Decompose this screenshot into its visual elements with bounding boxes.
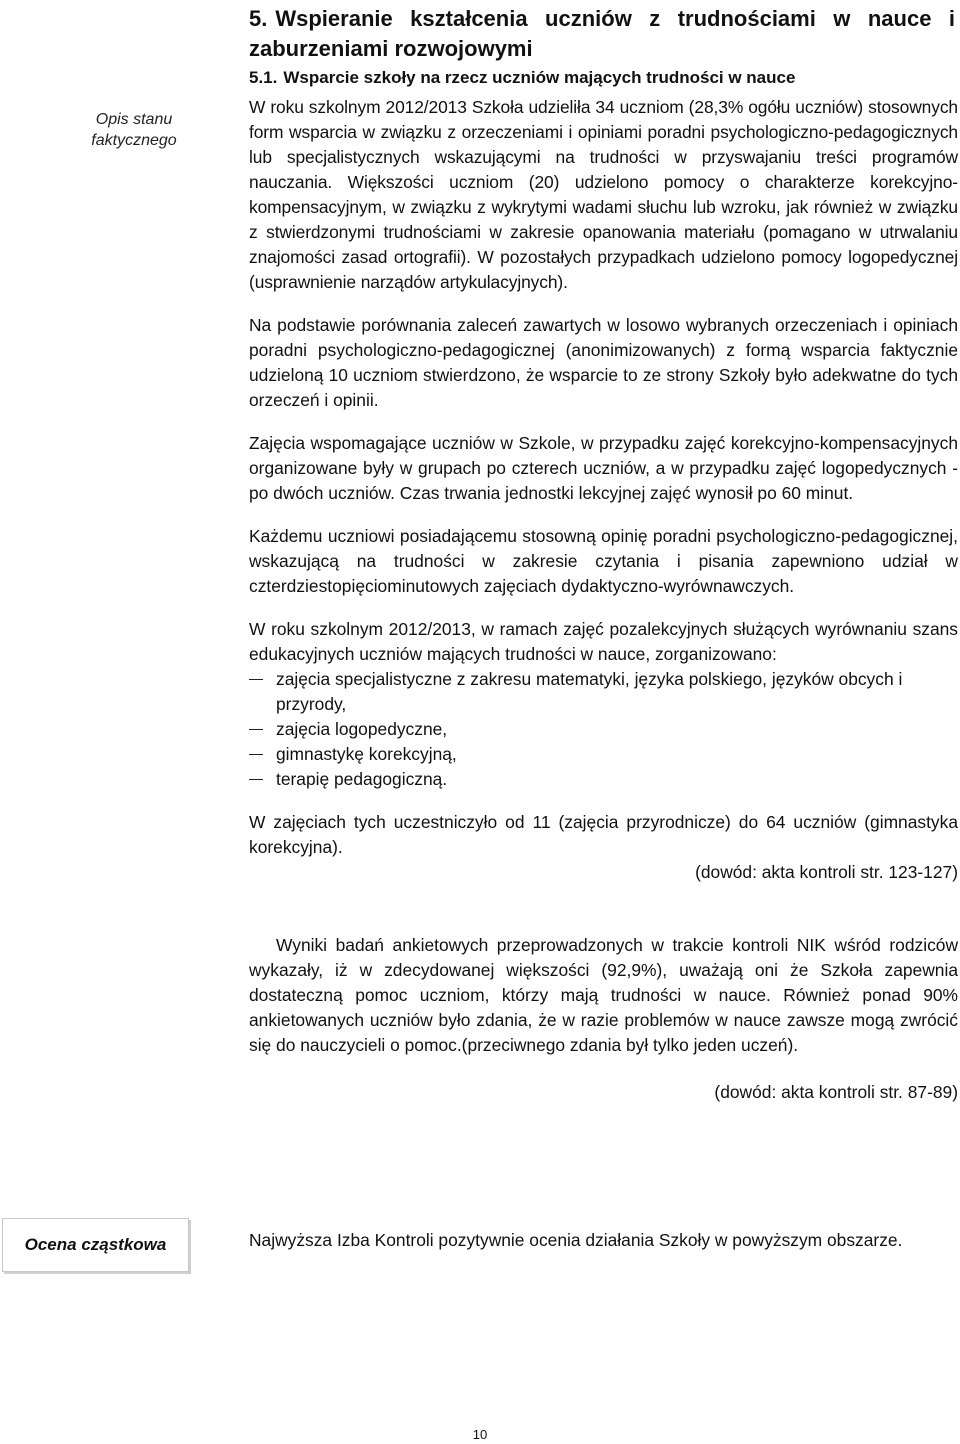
list-item-text: gimnastykę korekcyjną, xyxy=(276,744,457,764)
section-number: 5. xyxy=(249,6,268,31)
assessment-label: Ocena cząstkowa xyxy=(24,1235,167,1254)
main-content xyxy=(249,95,958,1105)
subsection-heading xyxy=(249,66,960,90)
list-item-text: zajęcia specjalistyczne z zakresu matematyki, języka polskiego, języków obcych i przyrody, xyxy=(276,669,903,714)
paragraph-participation: W zajęciach tych uczestniczyło od 11 (zajęcia przyrodnicze) do 64 uczniów (gimnastyka korekcyjna). xyxy=(249,812,958,857)
side-label-facts: Opis stanu faktycznego xyxy=(91,111,177,149)
assessment-text: Najwyższa Izba Kontroli pozytywnie ocenia działania Szkoły w powyższym obszarze. xyxy=(249,1230,903,1250)
evidence-reference: (dowód: akta kontroli str. 123-127) xyxy=(695,862,958,882)
list-item xyxy=(249,767,958,792)
section-heading xyxy=(249,4,955,64)
paragraph-comparison: Na podstawie porównania zaleceń zawartych w losowo wybranych orzeczeniach i opiniach poradni psychologiczno-pedagogicznej (anonimizowanych) z formą wsparcia faktycznie udzieloną 10 uczniom stwierdzono, że wsparcie to ze strony Szkoły było adekwatne do tych orzeczeń i opinii. xyxy=(249,315,958,410)
evidence-reference: (dowód: akta kontroli str. 87-89) xyxy=(714,1082,958,1102)
list-item xyxy=(249,742,958,767)
subsection-title: Wsparcie szkoły na rzecz uczniów mających trudności w nauce xyxy=(283,68,796,87)
page-number: 10 xyxy=(472,1427,488,1442)
paragraph-group-classes: Zajęcia wspomagające uczniów w Szkole, w przypadku zajęć korekcyjno-kompensacyjnych organizowane były w grupach po czterech uczniów, a w przypadku zajęć logopedycznych - po dwóch uczniów. Czas trwania jednostki lekcyjnej zajęć wynosił po 60 minut. xyxy=(249,433,958,503)
paragraph-survey-results: Wyniki badań ankietowych przeprowadzonych w trakcie kontroli NIK wśród rodziców wykazały, iż w zdecydowanej większości (92,9%), uważają oni że Szkoła zapewnia dostateczną pomoc uczniom, którzy mają trudności w nauce. Również ponad 90% ankietowanych uczniów było zdania, że w razie problemów w nauce zawsze mogą zwrócić się do nauczycieli o pomoc.(przeciwnego zdania był tylko jeden uczeń). xyxy=(249,935,958,1055)
list-item-text: terapię pedagogiczną. xyxy=(276,769,448,789)
dash-bullet xyxy=(249,729,263,730)
dash-bullet xyxy=(249,779,263,780)
section-title: Wspieranie kształcenia uczniów z trudnościami w nauce i zaburzeniami rozwojowymi xyxy=(249,6,955,61)
dash-bullet xyxy=(249,679,263,680)
assessment-label-box xyxy=(2,1218,189,1272)
list-item xyxy=(249,667,958,717)
list-item xyxy=(249,717,958,742)
dash-bullet xyxy=(249,754,263,755)
list-item-text: zajęcia logopedyczne, xyxy=(276,719,448,739)
activities-list xyxy=(249,667,958,792)
paragraph-extracurricular: W roku szkolnym 2012/2013, w ramach zajęć pozalekcyjnych służących wyrównaniu szans edukacyjnych uczniów mających trudności w nauce, zorganizowano: xyxy=(249,619,958,664)
paragraph-compensatory: Każdemu uczniowi posiadającemu stosowną opinię poradni psychologiczno-pedagogicznej, wskazującą na trudności w zakresie czytania i pisania zapewniono udział w czterdziestopięciominutowych zajęciach dydaktyczno-wyrównawczych. xyxy=(249,526,958,596)
subsection-number: 5.1. xyxy=(249,68,278,87)
paragraph-support-summary: W roku szkolnym 2012/2013 Szkoła udzieliła 34 uczniom (28,3% ogółu uczniów) stosownych form wsparcia w związku z orzeczeniami i opiniami poradni psychologiczno-pedagogicznych lub specjalistycznych wskazującymi na trudności w przyswajaniu treści programów nauczania. Większości uczniom (20) udzielono pomocy o charakterze korekcyjno-kompensacyjnym, w związku z wykrytymi wadami słuchu lub wzroku, jak również w związku z stwierdzonymi trudnościami w zakresie opanowania materiału (pomagano w utrwalaniu znajomości zasad ortografii). W pozostałych przypadkach udzielono pomocy logopedycznej (usprawnienie narządów artykulacyjnych). xyxy=(249,97,958,292)
